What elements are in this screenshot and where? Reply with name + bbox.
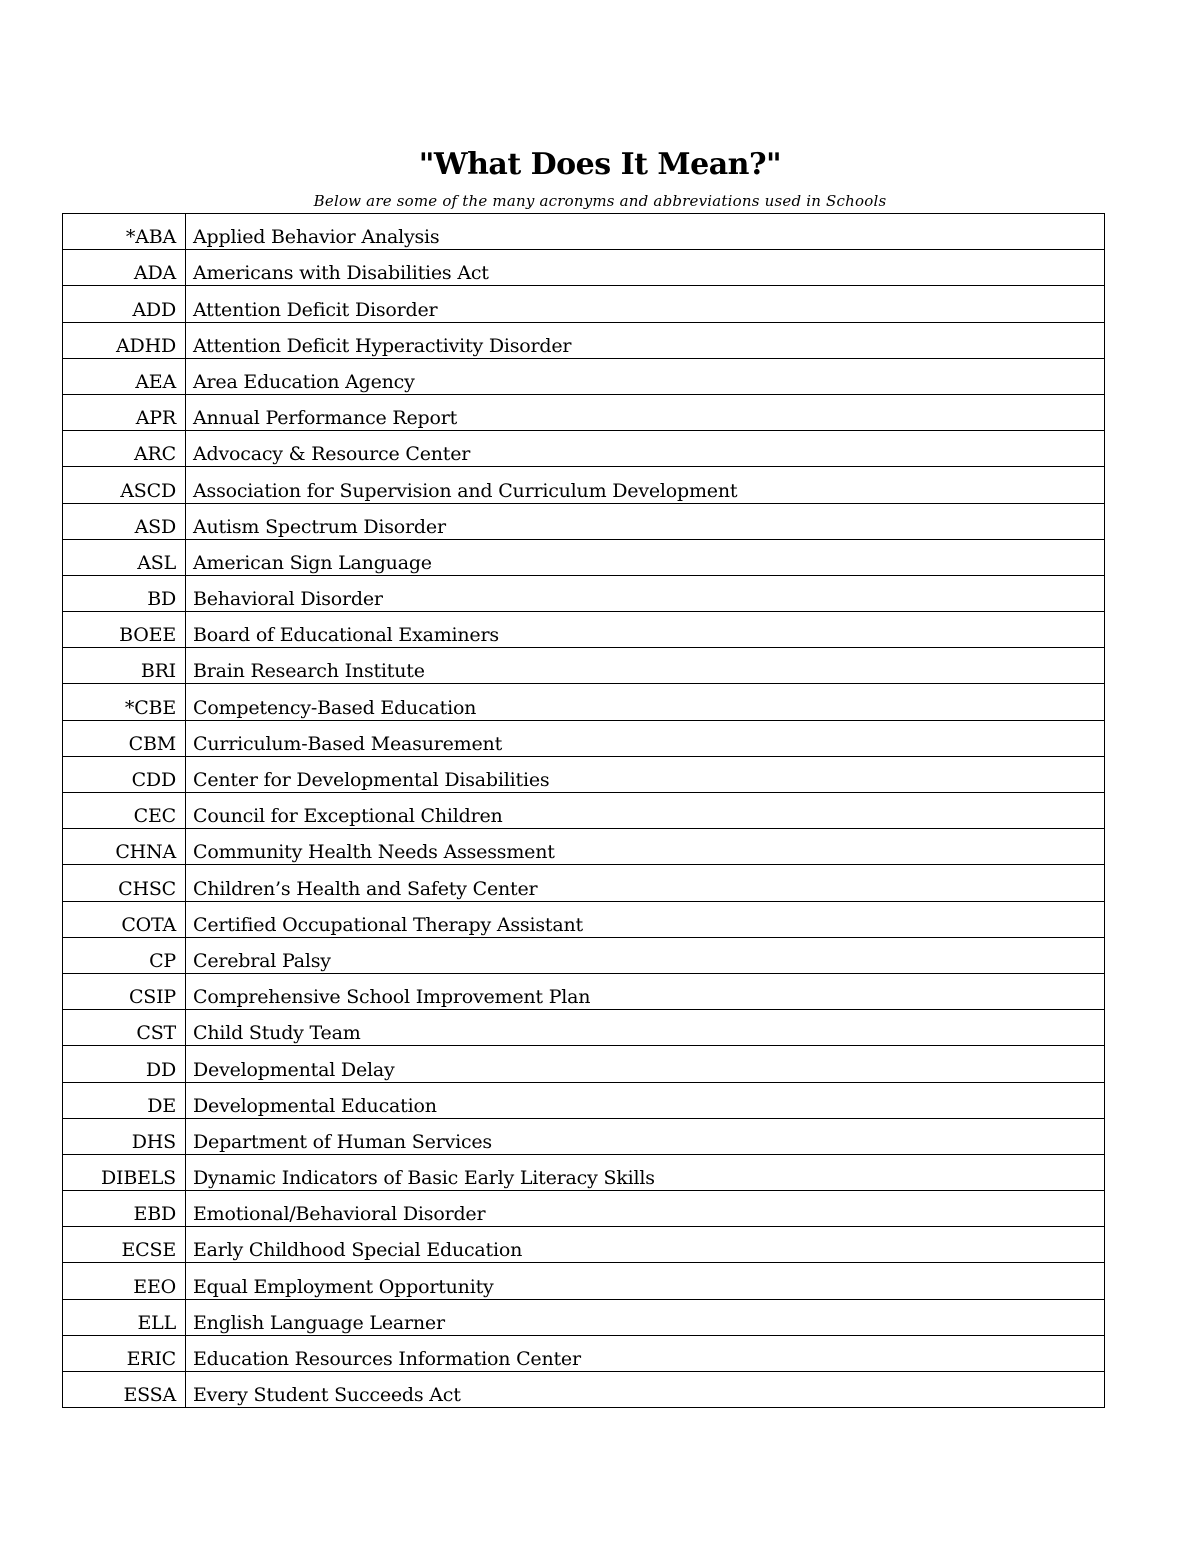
- meaning-cell: Competency-Based Education: [186, 684, 1105, 720]
- acronym-cell: CEC: [63, 793, 186, 829]
- acronym-cell: ARC: [63, 431, 186, 467]
- table-row: [63, 1263, 1105, 1299]
- table-row: [63, 1010, 1105, 1046]
- table-row: [63, 684, 1105, 720]
- meaning-cell: Council for Exceptional Children: [186, 793, 1105, 829]
- table-row: [63, 394, 1105, 430]
- meaning-cell: English Language Learner: [186, 1299, 1105, 1335]
- meaning-cell: Developmental Delay: [186, 1046, 1105, 1082]
- meaning-cell: Curriculum-Based Measurement: [186, 720, 1105, 756]
- acronym-cell: BD: [63, 575, 186, 611]
- table-row: [63, 973, 1105, 1009]
- meaning-cell: Dynamic Indicators of Basic Early Literacy Skills: [186, 1154, 1105, 1190]
- table-row: [63, 1118, 1105, 1154]
- acronym-cell: DE: [63, 1082, 186, 1118]
- meaning-cell: Board of Educational Examiners: [186, 612, 1105, 648]
- acronym-cell: CHNA: [63, 829, 186, 865]
- meaning-cell: Every Student Succeeds Act: [186, 1372, 1105, 1408]
- meaning-cell: Education Resources Information Center: [186, 1335, 1105, 1371]
- meaning-cell: Association for Supervision and Curriculum Development: [186, 467, 1105, 503]
- acronym-cell: CSIP: [63, 973, 186, 1009]
- acronym-cell: ESSA: [63, 1372, 186, 1408]
- meaning-cell: Early Childhood Special Education: [186, 1227, 1105, 1263]
- acronym-table: [62, 213, 1105, 1408]
- table-row: [63, 1082, 1105, 1118]
- table-row: [63, 286, 1105, 322]
- table-row: [63, 503, 1105, 539]
- acronym-cell: *CBE: [63, 684, 186, 720]
- acronym-cell: DHS: [63, 1118, 186, 1154]
- acronym-cell: AEA: [63, 358, 186, 394]
- acronym-cell: ADA: [63, 250, 186, 286]
- table-row: [63, 720, 1105, 756]
- acronym-cell: ECSE: [63, 1227, 186, 1263]
- meaning-cell: Certified Occupational Therapy Assistant: [186, 901, 1105, 937]
- acronym-cell: CST: [63, 1010, 186, 1046]
- page-subtitle: Below are some of the many acronyms and abbreviations used in Schools: [313, 192, 887, 210]
- meaning-cell: Annual Performance Report: [186, 394, 1105, 430]
- table-row: [63, 1299, 1105, 1335]
- table-row: [63, 1227, 1105, 1263]
- acronym-cell: BRI: [63, 648, 186, 684]
- acronym-cell: DIBELS: [63, 1154, 186, 1190]
- meaning-cell: Brain Research Institute: [186, 648, 1105, 684]
- acronym-cell: DD: [63, 1046, 186, 1082]
- acronym-cell: ASCD: [63, 467, 186, 503]
- acronym-cell: APR: [63, 394, 186, 430]
- table-row: [63, 1046, 1105, 1082]
- meaning-cell: Applied Behavior Analysis: [186, 214, 1105, 250]
- meaning-cell: Autism Spectrum Disorder: [186, 503, 1105, 539]
- acronym-cell: CBM: [63, 720, 186, 756]
- acronym-cell: *ABA: [63, 214, 186, 250]
- acronym-table-body: [63, 214, 1105, 1408]
- acronym-cell: ADHD: [63, 322, 186, 358]
- acronym-cell: ASD: [63, 503, 186, 539]
- meaning-cell: Attention Deficit Hyperactivity Disorder: [186, 322, 1105, 358]
- acronym-cell: CP: [63, 937, 186, 973]
- acronym-cell: ELL: [63, 1299, 186, 1335]
- table-row: [63, 829, 1105, 865]
- meaning-cell: Emotional/Behavioral Disorder: [186, 1191, 1105, 1227]
- table-row: [63, 1335, 1105, 1371]
- meaning-cell: Equal Employment Opportunity: [186, 1263, 1105, 1299]
- meaning-cell: Attention Deficit Disorder: [186, 286, 1105, 322]
- table-row: [63, 756, 1105, 792]
- meaning-cell: Department of Human Services: [186, 1118, 1105, 1154]
- table-row: [63, 1191, 1105, 1227]
- table-row: [63, 901, 1105, 937]
- acronym-cell: BOEE: [63, 612, 186, 648]
- meaning-cell: Developmental Education: [186, 1082, 1105, 1118]
- acronym-cell: ERIC: [63, 1335, 186, 1371]
- table-row: [63, 214, 1105, 250]
- meaning-cell: Area Education Agency: [186, 358, 1105, 394]
- table-row: [63, 648, 1105, 684]
- page-title: "What Does It Mean?": [418, 147, 782, 182]
- table-row: [63, 1372, 1105, 1408]
- table-row: [63, 575, 1105, 611]
- acronym-cell: ADD: [63, 286, 186, 322]
- meaning-cell: Cerebral Palsy: [186, 937, 1105, 973]
- acronym-cell: ASL: [63, 539, 186, 575]
- meaning-cell: Center for Developmental Disabilities: [186, 756, 1105, 792]
- table-row: [63, 1154, 1105, 1190]
- table-row: [63, 358, 1105, 394]
- acronym-cell: CHSC: [63, 865, 186, 901]
- table-row: [63, 467, 1105, 503]
- meaning-cell: American Sign Language: [186, 539, 1105, 575]
- table-row: [63, 322, 1105, 358]
- table-row: [63, 612, 1105, 648]
- table-row: [63, 793, 1105, 829]
- meaning-cell: Behavioral Disorder: [186, 575, 1105, 611]
- table-row: [63, 539, 1105, 575]
- table-row: [63, 937, 1105, 973]
- acronym-cell: EEO: [63, 1263, 186, 1299]
- meaning-cell: Americans with Disabilities Act: [186, 250, 1105, 286]
- table-row: [63, 250, 1105, 286]
- meaning-cell: Children’s Health and Safety Center: [186, 865, 1105, 901]
- acronym-cell: EBD: [63, 1191, 186, 1227]
- table-row: [63, 865, 1105, 901]
- meaning-cell: Advocacy & Resource Center: [186, 431, 1105, 467]
- meaning-cell: Child Study Team: [186, 1010, 1105, 1046]
- table-row: [63, 431, 1105, 467]
- meaning-cell: Comprehensive School Improvement Plan: [186, 973, 1105, 1009]
- acronym-cell: CDD: [63, 756, 186, 792]
- meaning-cell: Community Health Needs Assessment: [186, 829, 1105, 865]
- acronym-cell: COTA: [63, 901, 186, 937]
